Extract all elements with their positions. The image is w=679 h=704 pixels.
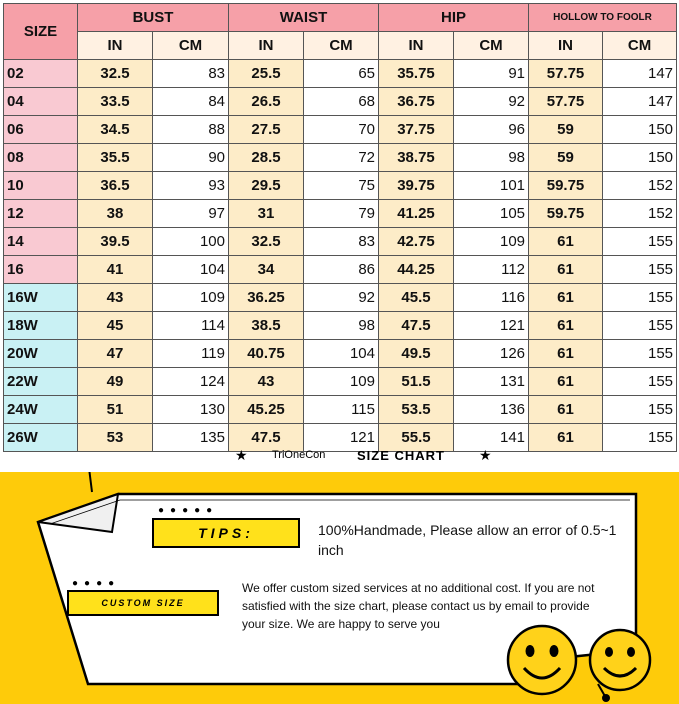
hip-in-cell: 37.75 [379,116,454,144]
hollow-cm-cell: 152 [603,172,677,200]
bust-in-cell: 49 [78,368,153,396]
waist-in-cell: 43 [229,368,304,396]
hip-in-cell: 41.25 [379,200,454,228]
waist-in-cell: 32.5 [229,228,304,256]
bust-cm-cell: 119 [153,340,229,368]
hip-cm-cell: 126 [454,340,529,368]
hip-cm-cell: 121 [454,312,529,340]
hollow-cm-cell: 155 [603,396,677,424]
bust-in-cell: 43 [78,284,153,312]
waist-cm-cell: 68 [304,88,379,116]
waist-cm-cell: 104 [304,340,379,368]
hollow-cm-cell: 155 [603,312,677,340]
table-row [4,284,677,312]
table-row [4,228,677,256]
bust-cm-cell: 104 [153,256,229,284]
bust-in-cell: 53 [78,424,153,452]
waist-cm-cell: 121 [304,424,379,452]
custom-size-text: We offer custom sized services at no additional cost. If you are not satisfied with the size chart, please contact us by email to provide your size. We are happy to serve you [242,581,595,631]
hollow-in-cell: 57.75 [529,88,603,116]
table-row [4,60,677,88]
size-cell: 18W [4,312,78,340]
smiley-icon [590,630,650,690]
hip-in-cell: 49.5 [379,340,454,368]
bust-in-cell: 35.5 [78,144,153,172]
hip-cm-cell: 96 [454,116,529,144]
hip-cm-cell: 105 [454,200,529,228]
table-row [4,396,677,424]
size-cell: 04 [4,88,78,116]
tips-label: TIPS: [152,518,300,548]
bust-in-cell: 34.5 [78,116,153,144]
hip-cm-cell: 136 [454,396,529,424]
hip-in-cell: 55.5 [379,424,454,452]
unit-header-row [4,32,677,60]
bust-cm-cell: 135 [153,424,229,452]
hip-in-cell: 42.75 [379,228,454,256]
bust-cm-cell: 130 [153,396,229,424]
hip-in-cell: 51.5 [379,368,454,396]
bust-in-cell: 39.5 [78,228,153,256]
table-row [4,256,677,284]
unit-cm-header: CM [454,32,529,60]
unit-in-header: IN [529,32,603,60]
hip-cm-cell: 92 [454,88,529,116]
bust-in-cell: 36.5 [78,172,153,200]
hip-cm-cell: 116 [454,284,529,312]
brand-name: TriOneCon [272,449,326,461]
bust-cm-cell: 90 [153,144,229,172]
group-header-row [4,4,677,32]
size-cell: 10 [4,172,78,200]
bust-in-cell: 33.5 [78,88,153,116]
dots-icon: ●●●● [72,578,121,589]
waist-cm-cell: 92 [304,284,379,312]
waist-in-cell: 27.5 [229,116,304,144]
hip-cm-cell: 112 [454,256,529,284]
chart-caption [0,447,679,467]
unit-in-header: IN [379,32,454,60]
unit-in-header: IN [229,32,304,60]
table-row [4,200,677,228]
star-icon: ★ [479,447,492,463]
bust-in-cell: 45 [78,312,153,340]
waist-cm-cell: 86 [304,256,379,284]
hollow-in-cell: 61 [529,228,603,256]
unit-cm-header: CM [304,32,379,60]
bust-header: BUST [78,4,229,32]
hollow-cm-cell: 150 [603,116,677,144]
bust-in-cell: 41 [78,256,153,284]
hollow-to-floor-header: HOLLOW TO FOOLR [529,4,677,32]
size-column-header: SIZE [4,4,78,60]
hip-cm-cell: 98 [454,144,529,172]
waist-in-cell: 38.5 [229,312,304,340]
size-cell: 16 [4,256,78,284]
size-cell: 26W [4,424,78,452]
dots-icon: ●●●●● [158,505,219,516]
bust-cm-cell: 109 [153,284,229,312]
hollow-cm-cell: 155 [603,368,677,396]
waist-in-cell: 31 [229,200,304,228]
waist-cm-cell: 75 [304,172,379,200]
hip-in-cell: 47.5 [379,312,454,340]
bust-in-cell: 51 [78,396,153,424]
hollow-cm-cell: 150 [603,144,677,172]
waist-in-cell: 26.5 [229,88,304,116]
unit-cm-header: CM [603,32,677,60]
hollow-cm-cell: 155 [603,228,677,256]
size-cell: 24W [4,396,78,424]
hollow-cm-cell: 155 [603,340,677,368]
hollow-in-cell: 59 [529,116,603,144]
hip-in-cell: 45.5 [379,284,454,312]
unit-cm-header: CM [153,32,229,60]
hip-in-cell: 53.5 [379,396,454,424]
hip-cm-cell: 141 [454,424,529,452]
chart-title: SIZE CHART [357,448,445,463]
hollow-in-cell: 59 [529,144,603,172]
waist-cm-cell: 72 [304,144,379,172]
bust-cm-cell: 84 [153,88,229,116]
hollow-in-cell: 59.75 [529,200,603,228]
table-row [4,88,677,116]
bust-in-cell: 47 [78,340,153,368]
hip-in-cell: 44.25 [379,256,454,284]
hip-in-cell: 35.75 [379,60,454,88]
waist-in-cell: 40.75 [229,340,304,368]
size-cell: 02 [4,60,78,88]
star-icon: ★ [235,447,248,463]
waist-in-cell: 28.5 [229,144,304,172]
bust-cm-cell: 124 [153,368,229,396]
size-rows [4,60,677,452]
unit-in-header: IN [78,32,153,60]
hip-cm-cell: 91 [454,60,529,88]
waist-cm-cell: 70 [304,116,379,144]
table-row [4,368,677,396]
hollow-cm-cell: 147 [603,88,677,116]
waist-in-cell: 47.5 [229,424,304,452]
hollow-in-cell: 61 [529,312,603,340]
hollow-in-cell: 61 [529,340,603,368]
tips-text: 100%Handmade, Please allow an error of 0.5~1 inch [318,522,617,558]
hollow-cm-cell: 155 [603,424,677,452]
hollow-cm-cell: 155 [603,256,677,284]
hip-cm-cell: 109 [454,228,529,256]
hollow-in-cell: 61 [529,284,603,312]
size-cell: 20W [4,340,78,368]
hollow-in-cell: 61 [529,256,603,284]
waist-cm-cell: 79 [304,200,379,228]
size-cell: 22W [4,368,78,396]
bust-in-cell: 32.5 [78,60,153,88]
hip-in-cell: 36.75 [379,88,454,116]
waist-cm-cell: 115 [304,396,379,424]
size-cell: 16W [4,284,78,312]
hollow-in-cell: 57.75 [529,60,603,88]
hollow-cm-cell: 155 [603,284,677,312]
hip-cm-cell: 131 [454,368,529,396]
bust-in-cell: 38 [78,200,153,228]
bust-cm-cell: 100 [153,228,229,256]
hollow-in-cell: 59.75 [529,172,603,200]
bust-cm-cell: 93 [153,172,229,200]
waist-in-cell: 25.5 [229,60,304,88]
bust-cm-cell: 83 [153,60,229,88]
size-table [3,3,677,452]
waist-in-cell: 29.5 [229,172,304,200]
waist-cm-cell: 83 [304,228,379,256]
hip-cm-cell: 101 [454,172,529,200]
size-cell: 08 [4,144,78,172]
waist-header: WAIST [229,4,379,32]
hollow-in-cell: 61 [529,424,603,452]
hollow-cm-cell: 152 [603,200,677,228]
size-cell: 12 [4,200,78,228]
waist-in-cell: 36.25 [229,284,304,312]
waist-in-cell: 34 [229,256,304,284]
bust-cm-cell: 88 [153,116,229,144]
hollow-cm-cell: 147 [603,60,677,88]
hip-in-cell: 38.75 [379,144,454,172]
hip-header: HIP [379,4,529,32]
smiley-icon [508,626,576,694]
table-row [4,312,677,340]
table-row [4,172,677,200]
hollow-in-cell: 61 [529,368,603,396]
table-row [4,116,677,144]
table-row [4,144,677,172]
waist-cm-cell: 109 [304,368,379,396]
bust-cm-cell: 114 [153,312,229,340]
waist-cm-cell: 98 [304,312,379,340]
size-cell: 14 [4,228,78,256]
hollow-in-cell: 61 [529,396,603,424]
bust-cm-cell: 97 [153,200,229,228]
size-cell: 06 [4,116,78,144]
hip-in-cell: 39.75 [379,172,454,200]
table-row [4,340,677,368]
waist-in-cell: 45.25 [229,396,304,424]
waist-cm-cell: 65 [304,60,379,88]
custom-size-label: CUSTOM SIZE [67,590,219,616]
